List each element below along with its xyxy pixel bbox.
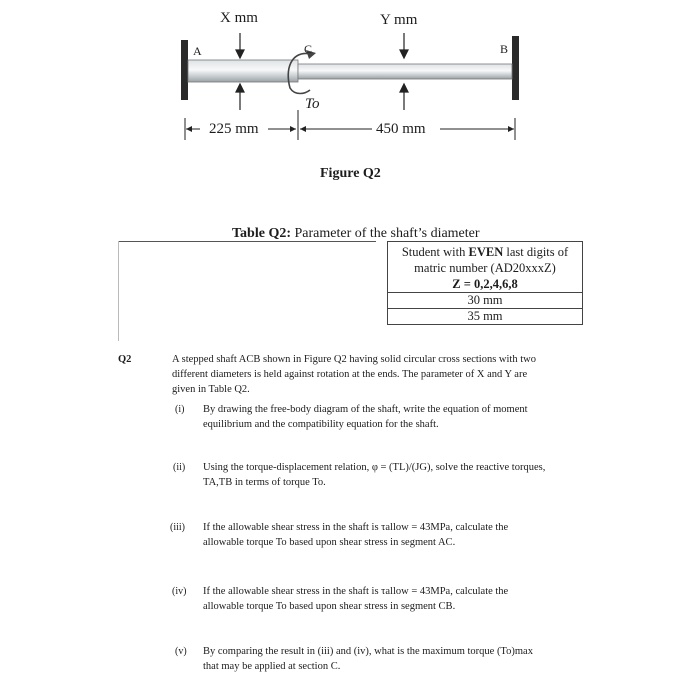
right-wall-support [512, 36, 519, 100]
part-label: (v) [175, 646, 187, 657]
table-header-line3: Z = 0,2,4,6,8 [452, 277, 518, 291]
table-header-line1: Student with EVEN last digits of [401, 245, 569, 259]
table-caption-text: Parameter of the shaft’s diameter [291, 226, 480, 241]
part-text: By comparing the result in (iii) and (iv), what is the maximum torque (To)max that may be applied at section C. [203, 646, 533, 672]
question-intro: A stepped shaft ACB shown in Figure Q2 having solid circular cross sections with two different diameters is held against rotation at the ends. The parameter of X and Y are given in Table Q2. [172, 354, 536, 395]
part-text: Using the torque-displacement relation, φ = (TL)/(JG), solve the reactive torques, TA,TB in terms of torque To. [203, 462, 546, 488]
shaft-segment-ac [188, 60, 298, 82]
point-b-label: B [500, 42, 509, 56]
parameter-table [387, 241, 583, 325]
x-dimension-label: X mm [220, 10, 258, 26]
table-caption [232, 226, 480, 242]
dimension-left-label: 225 mm [209, 121, 259, 137]
part-label: (iv) [172, 586, 187, 597]
shaft-diagram [0, 0, 700, 160]
part-label: (i) [175, 404, 185, 415]
torque-label: To [305, 96, 320, 112]
question-number: Q2 [118, 354, 132, 365]
background-table-edge [118, 241, 119, 341]
y-dimension-label: Y mm [380, 12, 418, 28]
table-row-35: 35 mm [467, 309, 503, 323]
reaction-arrow-left [236, 84, 244, 110]
left-wall-support [181, 40, 188, 100]
part-text: If the allowable shear stress in the shaft is τallow = 43MPa, calculate the allowable torque To based upon shear stress in segment AC. [203, 522, 509, 548]
part-label: (ii) [173, 462, 186, 473]
y-load-arrow [400, 33, 408, 58]
background-table-line [118, 241, 376, 242]
x-load-arrow [236, 33, 244, 58]
part-text: By drawing the free-body diagram of the shaft, write the equation of moment equilibrium and the compatibility equation for the shaft. [203, 404, 528, 430]
point-a-label: A [193, 44, 202, 58]
reaction-arrow-right [400, 84, 408, 110]
shaft-segment-cb [298, 64, 512, 79]
figure-caption: Figure Q2 [320, 166, 381, 181]
table-row-30: 30 mm [467, 293, 503, 307]
point-c-label: C [304, 42, 313, 56]
dimension-right-label: 450 mm [376, 121, 426, 137]
table-header-line2: matric number (AD20xxxZ) [414, 261, 556, 275]
table-caption-bold: Table Q2: [232, 226, 291, 241]
part-text: If the allowable shear stress in the shaft is τallow = 43MPa, calculate the allowable torque To based upon shear stress in segment CB. [203, 586, 509, 612]
part-label: (iii) [170, 522, 185, 533]
